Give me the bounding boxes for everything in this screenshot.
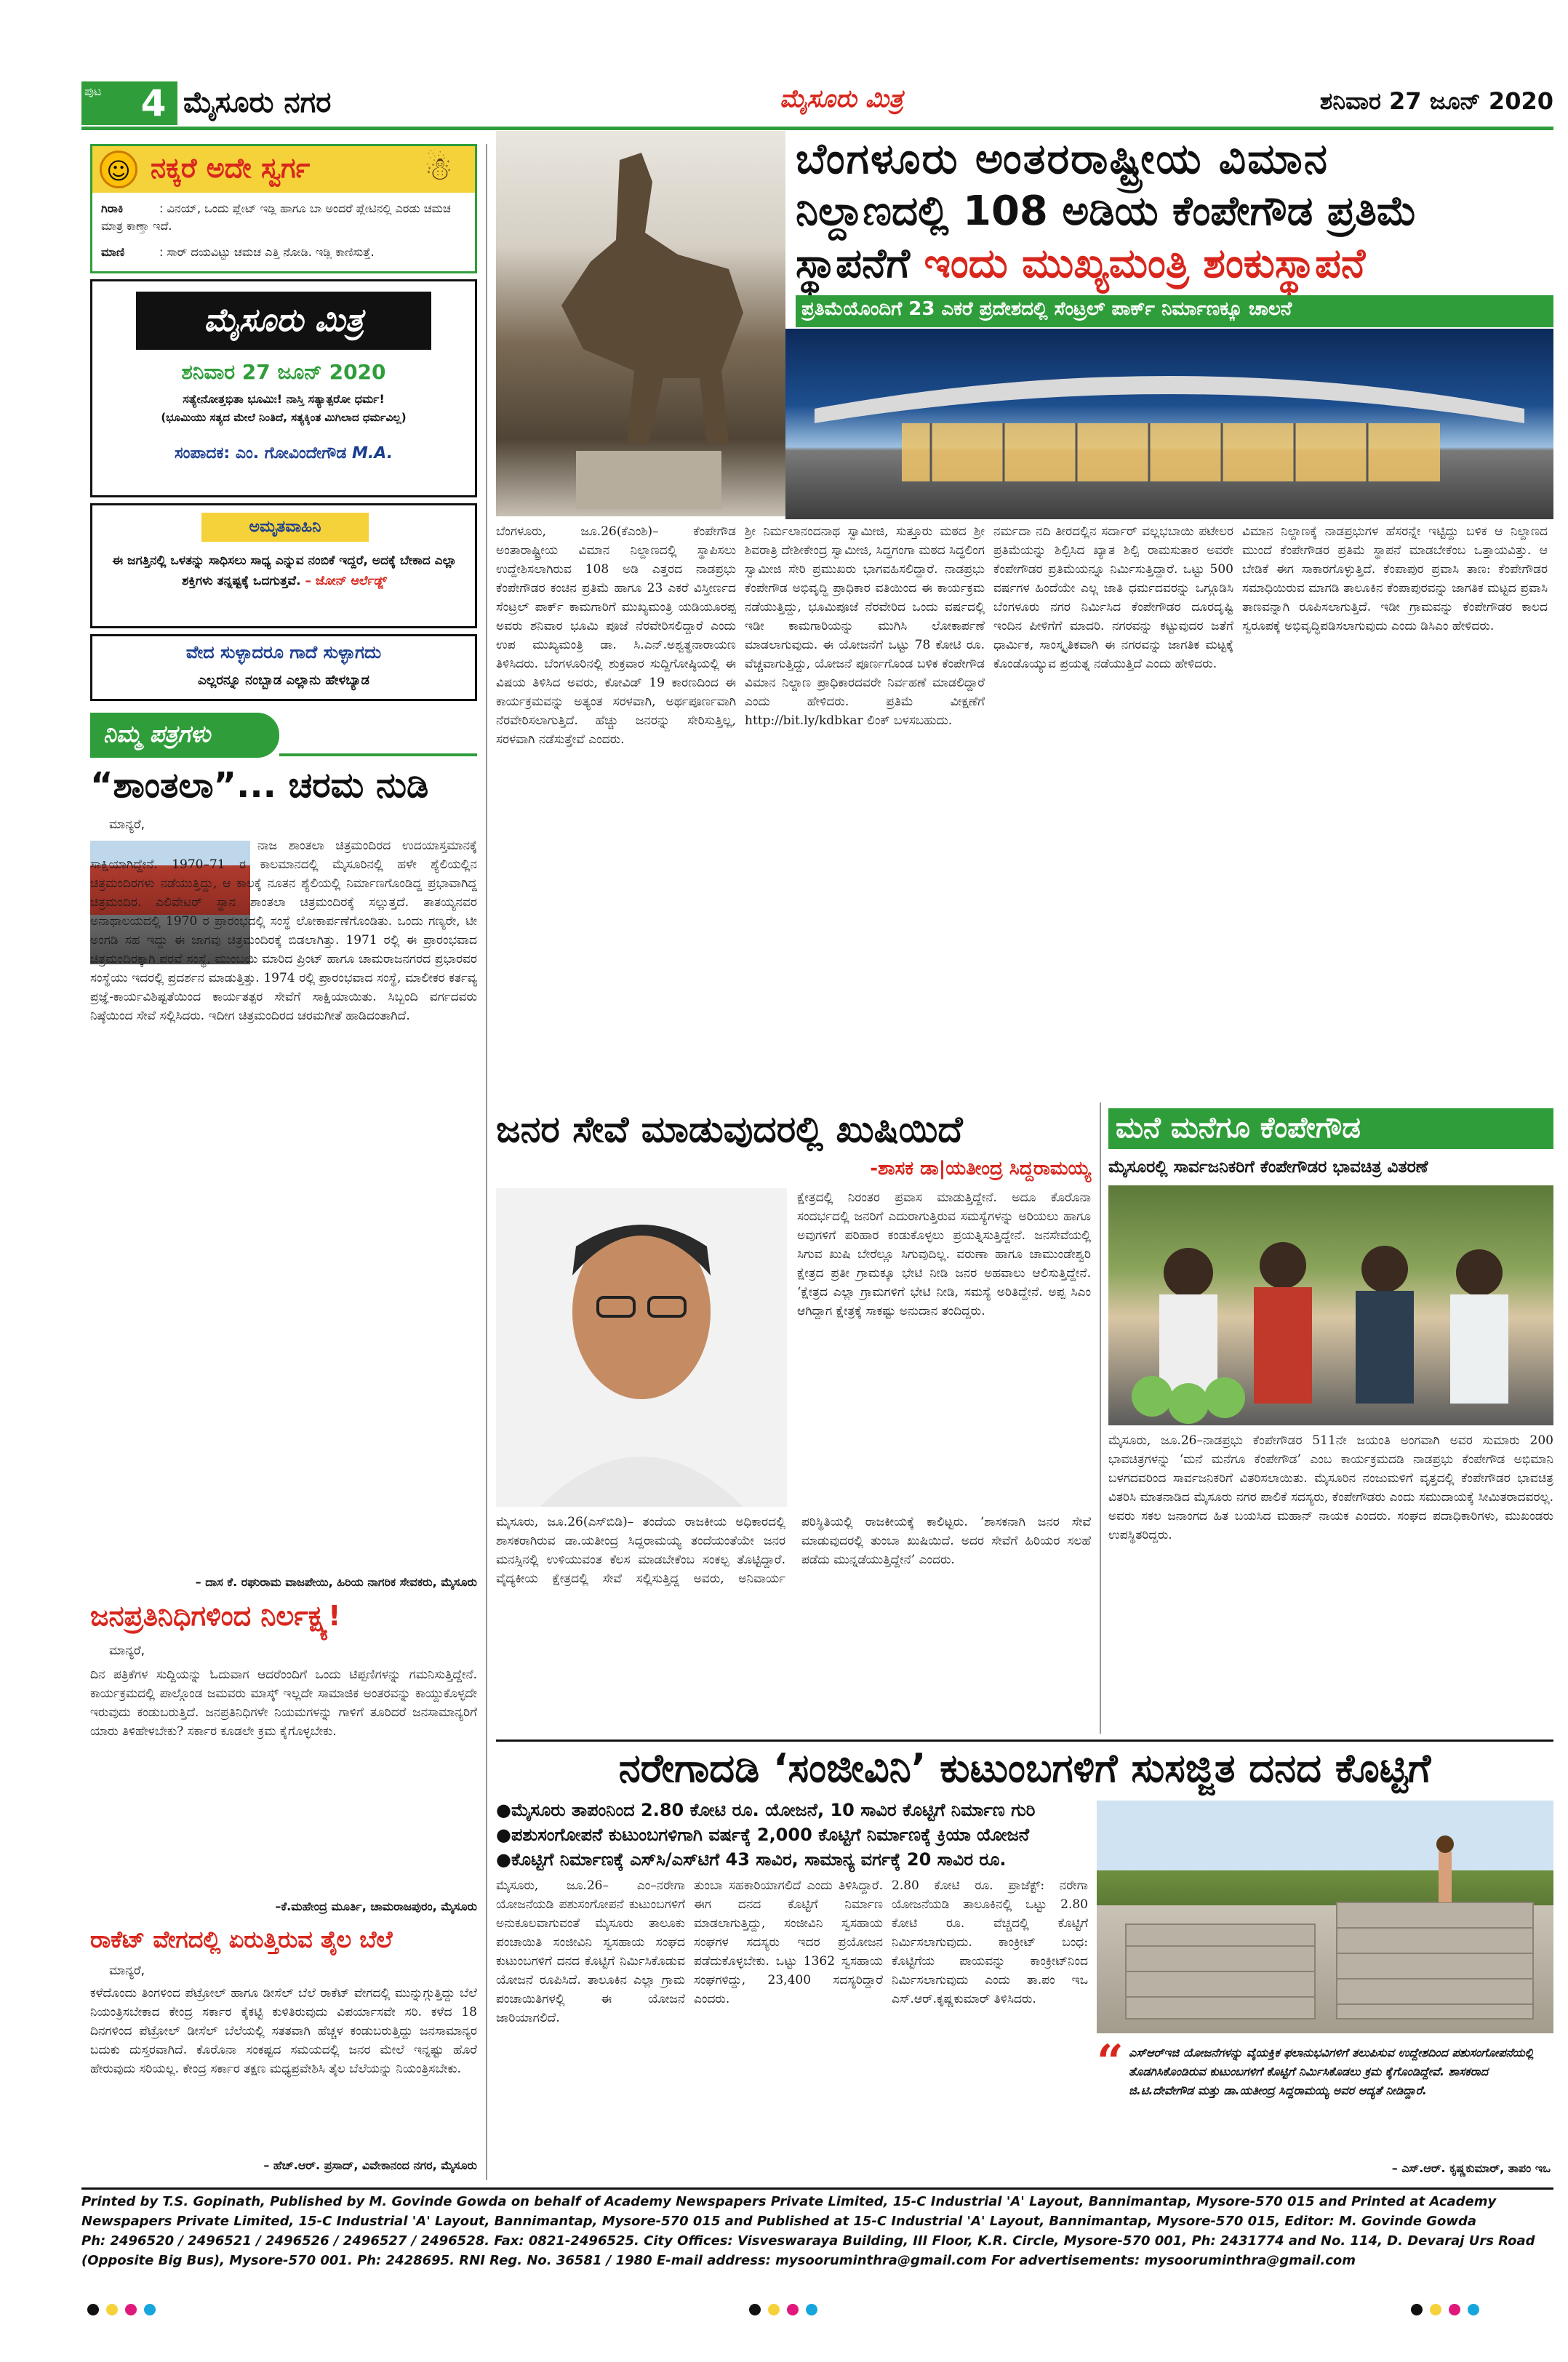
mane-subhead: ಮೈಸೂರಲ್ಲಿ ಸಾರ್ವಜನಿಕರಿಗೆ ಕೆಂಪೇಗೌಡರ ಭಾವಚಿತ್ರ ವಿತರಣೆ [1108,1158,1428,1177]
narega-top-rule [496,1740,1553,1742]
brick-wall-shapes [1097,1801,1553,2033]
joke-line-1 [101,200,471,235]
letter-1-body: ನಾಜ ಶಾಂತಲಾ ಚಿತ್ರಮಂದಿರದ ಉದಯಾಸ್ತಮಾನಕ್ಕೆ ಸಾಕ್ಷಿಯಾಗಿದ್ದೇನೆ. 1970–71 ರ ಕಾಲಮಾನದಲ್ಲಿ ಮೈಸೂರಿನಲ್ಲಿ ಹಳೇ ಶ್ಯೆಲಿಯಲ್ಲಿನ ಚಿತ್ರಮಂದಿರಗಳು ನಡೆಯುತ್ತಿದ್ದು, ಆ ಕಾಲಕ್ಕೆ ನೂತನ ಶ್ಯೆಲಿಯಲ್ಲಿ ನಿರ್ಮಾಣಗೊಂಡಿದ್ದ ಪ್ರಭಾವಾಗಿದ್ದ ಚಿತ್ರಮಂದಿರ. ಎಲಿವೇಟರ್ ಸ್ಥಾನ ಶಾಂತಲಾ ಚಿತ್ರಮಂದಿರಕ್ಕೆ ಸಲ್ಲುತ್ತದೆ. ತಾತಯ್ಯನವರ ಅನಾಥಾಲಯದಲ್ಲಿ 1970 ರ ಪ್ರಾರಂಭದಲ್ಲಿ ಸಂಸ್ಥೆ ಲೋಕಾರ್ಪಣೆಗೊಂಡಿತು. ಒಂದು ಗಣ್ಯರೇ, ಟೀ ಅಂಗಡಿ ಸಹ ಇದ್ದು ಈ ಜಾಗವು ಚಿತ್ರಮಂದಿರಕ್ಕೆ ಬಿಡಲಾಗಿತ್ತು. 1971 ರಲ್ಲಿ ಈ ಪ್ರಾರಂಭವಾದ ಚಿತ್ರಮಂದಿರಕ್ಕಾಗಿ ಪರವೆ ಸಂಸ್ಥೆ, ಮುಂಬಯಿ ಮಾರಿದ ಪ್ರಿಂಟ್ ಹಾಗೂ ಚಾಮರಾಜನಗರದ ಪ್ರಭಾರವರ ಸಂಸ್ಥೆಯು ಇದರಲ್ಲಿ ಪ್ರದರ್ಶನ ಮಾಡುತ್ತಿತ್ತು. 1974 ರಲ್ಲಿ ಪ್ರಾರಂಭವಾದ ಸಂಸ್ಥೆ, ಮಾಲೀಕರ ಕರ್ತವ್ಯ ಪ್ರಜ್ಞೆ-ಕಾರ್ಯವಿಶಿಷ್ಟತೆಯಿಂದ ಕಾರ್ಯತತ್ಪರ ಸೇವೆಗೆ ಸಾಕ್ಷಿಯಾಯಿತು. ಸಿಬ್ಬಂದಿ ವರ್ಗದವರು ನಿಷ್ಠೆಯಿಂದ ಸೇವೆ ಸಲ್ಲಿಸಿದರು. ಇದೀಗ ಚಿತ್ರಮಂದಿರದ ಚರಮಗೀತೆ ಹಾಡಿದಂತಾಗಿದೆ. [90,838,477,1023]
page-label: ಪುಟ [84,84,102,98]
letters-section-rule [279,753,477,756]
registration-dot-yellow [1430,2304,1441,2315]
imprint-line-4: (Opposite Big Bus), Mysore-570 001. Ph: 2428695. RNI Reg. No. 36581 / 1980 E-mail address: mysooruminthra@gmail.com For advertisements: mysooruminthra@gmail.com [81,2253,1356,2268]
letter-1-signature: – ದಾಸ ಕೆ. ರಘುರಾಮ ವಾಜಪೇಯಿ, ಹಿರಿಯ ನಾಗರಿಕ ಸೇವಕರು, ಮೈಸೂರು [195,1575,477,1589]
amrutha-author: – ಜೋನ್ ಆರ್ಲೆಡ್ಜ್ [305,574,387,588]
letter-3-title: ರಾಕೆಟ್ ವೇಗದಲ್ಲಿ ಏರುತ್ತಿರುವ ತೈಲ ಬೆಲೆ [90,1926,393,1953]
portrait-distribution-photo [1108,1185,1553,1425]
section-title: ಮೈಸೂರು ನಗರ [183,86,332,119]
cartoon-figure-icon: ☃ [424,151,453,188]
letter-3-signature: – ಹೆಚ್.ಆರ್. ಪ್ರಸಾದ್, ವಿವೇಕಾನಂದ ನಗರ, ಮೈಸೂರು [263,2158,477,2172]
letter-2-title: ಜನಪ್ರತಿನಿಧಿಗಳಿಂದ ನಿರ್ಲಕ್ಷ್ಯ! [90,1600,341,1632]
sidhu-body-top: ಕ್ಷೇತ್ರದಲ್ಲಿ ನಿರಂತರ ಪ್ರವಾಸ ಮಾಡುತ್ತಿದ್ದೇನೆ. ಅದೂ ಕೊರೊನಾ ಸಂದರ್ಭದಲ್ಲಿ ಜನರಿಗೆ ಎದುರಾಗುತ್ತಿರುವ ಸಮಸ್ಯೆಗಳನ್ನು ಅರಿಯಲು ಹಾಗೂ ಅವುಗಳಿಗೆ ಪರಿಹಾರ ಕಂಡುಕೊಳ್ಳಲು ಪ್ರಯತ್ನಿಸುತ್ತಿದ್ದೇನೆ. ಜನಸೇವೆಯಲ್ಲಿ ಸಿಗುವ ಖುಷಿ ಬೇರೆಲ್ಲೂ ಸಿಗುವುದಿಲ್ಲ. ವರುಣಾ ಹಾಗೂ ಚಾಮುಂಡೇಶ್ವರಿ ಕ್ಷೇತ್ರದ ಪ್ರತೀ ಗ್ರಾಮಕ್ಕೂ ಭೇಟಿ ನೀಡಿ ಜನರ ಅಹವಾಲು ಆಲಿಸುತ್ತಿದ್ದೇನೆ. ‘ಕ್ಷೇತ್ರದ ಎಲ್ಲಾ ಗ್ರಾಮಗಳಿಗೆ ಭೇಟಿ ನೀಡಿ, ಸಮಸ್ಯೆ ಅರಿತಿದ್ದೇನೆ. ಅಪ್ಪ ಸಿಎಂ ಆಗಿದ್ದಾಗ ಕ್ಷೇತ್ರಕ್ಕೆ ಸಾಕಷ್ಟು ಅನುದಾನ ತಂದಿದ್ದರು. [797,1190,1091,1318]
joke-text-2: : ಸಾರ್ ದಯವಿಟ್ಟು ಚಮಚ ಎತ್ತಿ ನೋಡಿ. ಇಡ್ಲಿ ಕಾಣಿಸುತ್ತೆ. [159,245,375,259]
imprint-line-3: Ph: 2496520 / 2496521 / 2496526 / 2496527 / 2496528. Fax: 0821-2496525. City Offices: Visveswaraya Building, III Floor, K.R. Circle, Mysore-570 001, Ph: 2431774 and No. 114, D. Devaraj Urs Road [81,2233,1535,2249]
letter-3-body: ಕಳೆದೊಂದು ತಿಂಗಳಿಂದ ಪೆಟ್ರೋಲ್ ಹಾಗೂ ಡೀಸೆಲ್ ಬೆಲೆ ರಾಕೆಟ್ ವೇಗದಲ್ಲಿ ಮುನ್ನುಗ್ಗುತ್ತಿದ್ದು ಬೆಲೆ ನಿಯಂತ್ರಿಸಬೇಕಾದ ಕೇಂದ್ರ ಸರ್ಕಾರ ಕೈಕಟ್ಟಿ ಕುಳಿತಿರುವುದು ವಿಪರ್ಯಾಸವೇ ಸರಿ. ಕಳೆದ 18 ದಿನಗಳಿಂದ ಪೆಟ್ರೋಲ್ ಡೀಸೆಲ್ ಬೆಲೆಯಲ್ಲಿ ಸತತವಾಗಿ ಹೆಚ್ಚಳ ಕಂಡುಬರುತ್ತಿದ್ದು ಜನಸಾಮಾನ್ಯರ ಬದುಕು ದುಸ್ತರವಾಗಿದೆ. ಕೊರೊನಾ ಸಂಕಷ್ಟದ ಸಮಯದಲ್ಲಿ ಜನರ ಮೇಲೆ ಇನ್ನಷ್ಟು ಹೊರೆ ಹೇರುವುದು ಸರಿಯಲ್ಲ. ಕೇಂದ್ರ ಸರ್ಕಾರ ತಕ್ಷಣ ಮಧ್ಯಪ್ರವೇಶಿಸಿ ತೈಲ ಬೆಲೆಯನ್ನು ನಿಯಂತ್ರಿಸಬೇಕು. [90,1986,477,2076]
joke-title: ನಕ್ಕರೆ ಅದೇ ಸ್ವರ್ಗ [151,152,311,184]
narega-headline: ನರೇಗಾದಡಿ ‘ಸಂಜೀವಿನಿ’ ಕುಟುಂಬಗಳಿಗೆ ಸುಸಜ್ಜಿತ ದನದ ಕೊಟ್ಟಿಗೆ [618,1745,1431,1791]
joke-speaker-2: ಮಾಣಿ [101,245,125,259]
paper-name-logo: ಮೈಸೂರು ಮಿತ್ರ [780,84,903,113]
letter-2-signature: –ಕೆ.ಮಹೇಂದ್ರ ಮೂರ್ತಿ, ಚಾಮರಾಜಪುರಂ, ಮೈಸೂರು [275,1899,477,1913]
editorial-motto-1: ಸತ್ಯೇನೋತ್ತಭಿತಾ ಭೂಮಿಃ! ನಾಸ್ತಿ ಸತ್ಯಾತ್ಪರೋ ಧರ್ಮ! [183,392,385,406]
registration-dot-yellow [106,2304,118,2315]
page-number: 4 [129,81,177,125]
editorial-motto-2: (ಭೂಮಿಯು ಸತ್ಯದ ಮೇಲೆ ನಿಂತಿದೆ, ಸತ್ಯಕ್ಕಿಂತ ಮಿಗಿಲಾದ ಧರ್ಮವಿಲ್ಲ) [161,411,407,424]
narega-bullet-3: ●ಕೊಟ್ಟಿಗೆ ನಿರ್ಮಾಣಕ್ಕೆ ಎಸ್‌ಸಿ/ಎಸ್‌ಟಿಗೆ 43 ಸಾವಿರ, ಸಾಮಾನ್ಯ ವರ್ಗಕ್ಕೆ 20 ಸಾವಿರ ರೂ. [496,1849,1007,1870]
registration-dot-yellow [768,2304,780,2315]
editorial-date: ಶನಿವಾರ 27 ಜೂನ್ 2020 [181,360,386,384]
masthead [81,81,1553,125]
registration-dot-cyan [144,2304,156,2315]
imprint-line-2: Newspapers Private Limited, 15-C Industrial 'A' Layout, Bannimantap, Mysore-570 015 and Published at 15-C Industrial 'A' Layout, Bannimantap, Mysore-570 015, Editor: M. Govinde Gowda [81,2214,1477,2229]
imprint-line-1: Printed by T.S. Gopinath, Published by M. Govinde Gowda on behalf of Academy Newspapers Private Limited, 15-C Industrial 'A' Layout, Bannimantap, Mysore-570 015 and Printed at Academy [81,2194,1497,2209]
sidhu-byline: -ಶಾಸಕ ಡಾ|ಯತೀಂದ್ರ ಸಿದ್ದರಾಮಯ್ಯ [870,1158,1091,1180]
editorial-logo: ಮೈಸೂರು ಮಿತ್ರ [136,292,431,350]
registration-dot-cyan [806,2304,817,2315]
page-label-box [81,81,129,125]
amrutha-quote: ಈ ಜಗತ್ತಿನಲ್ಲಿ ಒಳತನ್ನು ಸಾಧಿಸಲು ಸಾಧ್ಯ ಎನ್ನುವ ನಂಬಿಕೆ ಇದ್ದರೆ, ಅದಕ್ಕೆ ಬೇಕಾದ ಎಲ್ಲಾ ಶಕ್ತಿಗಳು ತನ್ನಷ್ಟಕ್ಕೆ ಒದಗುತ್ತವೆ. [112,553,457,588]
letter-1-salutation: ಮಾನ್ಯರೆ, [109,817,145,832]
registration-dots-left [87,2304,160,2318]
statue-silhouette [496,131,785,516]
editorial-box [90,279,477,497]
amrutha-title: ಅಮೃತವಾಹಿನಿ [201,513,369,542]
lead-strap-bar [796,295,1553,327]
footer-rule [81,2187,1553,2190]
joke-box [90,144,477,273]
registration-dot-cyan [1468,2304,1479,2315]
veda-text: ಎಲ್ಲರನ್ನೂ ನಂಬ್ಬಾಡ ಎಲ್ಲಾನು ಹೇಳಬ್ಯಾಡ [198,673,369,688]
editor-label: ಸಂಪಾದಕ: [174,444,231,463]
joke-line-2 [101,244,471,261]
narega-quote-box [1097,2035,1553,2182]
lead-column-3: ನರ್ಮದಾ ನದಿ ತೀರದಲ್ಲಿನ ಸರ್ದಾರ್ ವಲ್ಲಭಬಾಯಿ ಪಟೇಲರ ಪ್ರತಿಮೆಯನ್ನು ಶಿಲ್ಪಿಸಿದ ಖ್ಯಾತ ಶಿಲ್ಪಿ ರಾಮಸುತಾರ ಅವರೇ ಕೆಂಪೇಗೌಡರ ಪ್ರತಿಮೆಯನ್ನೂ ನಿರ್ಮಿಸುತ್ತಿದ್ದಾರೆ. ಒಟ್ಟು 500 ವರ್ಷಗಳ ಹಿಂದೆಯೇ ಎಲ್ಲ ಜಾತಿ ಧರ್ಮದವರನ್ನು ಒಗ್ಗೂಡಿಸಿ ಬೆಂಗಳೂರು ನಗರ ನಿರ್ಮಿಸಿದ ಕೆಂಪೇಗೌಡರ ದೂರದೃಷ್ಟಿ ಇಂದಿನ ಪೀಳಿಗೆಗೆ ಮಾದರಿ. ನಗರವನ್ನು ಕಟ್ಟುವುದರ ಜತೆಗೆ ಧಾರ್ಮಿಕ, ಸಾಂಸ್ಕೃತಿಕವಾಗಿ ಈ ನಗರವನ್ನು ಜಾಗತಿಕ ಮಟ್ಟಕ್ಕೆ ಕೊಂಡೊಯ್ಯುವ ಪ್ರಯತ್ನ ನಡೆಯುತ್ತಿದೆ ಎಂದು ಹೇಳಿದರು. [993,524,1233,671]
lead-column-2: ಶ್ರೀ ನಿರ್ಮಲಾನಂದನಾಥ ಸ್ವಾಮೀಜಿ, ಸುತ್ತೂರು ಮಠದ ಶ್ರೀ ಶಿವರಾತ್ರಿ ದೇಶೀಕೇಂದ್ರ ಸ್ವಾಮೀಜಿ, ಸಿದ್ಧಗಂಗಾ ಮಠದ ಸಿದ್ಧಲಿಂಗ ಸ್ವಾಮೀಜಿ ಸೇರಿ ಪ್ರಮುಖರು ಭಾಗವಹಿಸಲಿದ್ದಾರೆ. ನಾಡಪ್ರಭು ಕೆಂಪೇಗೌಡ ಅಭಿವೃದ್ಧಿ ಪ್ರಾಧಿಕಾರ ವತಿಯಿಂದ ಈ ಕಾರ್ಯಕ್ರಮ ನಡೆಯುತ್ತಿದ್ದು, ಭೂಮಿಪೂಜೆ ನೆರವೇರಿದ ಒಂದು ವರ್ಷದಲ್ಲಿ ಇಡೀ ಕಾಮಗಾರಿಯನ್ನು ಮುಗಿಸಿ ಲೋಕಾರ್ಪಣೆ ಮಾಡಲಾಗುವುದು. ಈ ಯೋಜನೆಗೆ ಒಟ್ಟು 78 ಕೋಟಿ ರೂ. ವೆಚ್ಚವಾಗುತ್ತಿದ್ದು, ಯೋಜನೆ ಪೂರ್ಣಗೊಂಡ ಬಳಿಕ ಕೆಂಪೇಗೌಡ ವಿಮಾನ ನಿಲ್ದಾಣ ಪ್ರಾಧಿಕಾರದವರೇ ನಿರ್ವಹಣೆ ಮಾಡಲಿದ್ದಾರೆ ಎಂದು ಹೇಳಿದರು. ಪ್ರತಿಮೆ ವೀಕ್ಷಣೆಗೆ http://bit.ly/kdbkar ಲಿಂಕ್ ಬಳಸಬಹುದು. [745,524,985,728]
crowd-shapes [1108,1185,1553,1425]
registration-dot-magenta [787,2304,799,2315]
narega-quote-author: – ಎಸ್.ಆರ್. ಕೃಷ್ಣಕುಮಾರ್, ತಾಪಂ ಇಒ [1391,2161,1551,2175]
letters-section-banner [90,713,279,758]
lead-headline-3 [796,240,1553,288]
narega-bullet-1: ●ಮೈಸೂರು ತಾಪಂನಿಂದ 2.80 ಕೋಟಿ ರೂ. ಯೋಜನೆ, 10 ಸಾವಿರ ಕೊಟ್ಟಿಗೆ ನಿರ್ಮಾಣ ಗುರಿ [496,1800,1036,1820]
editor-name: ಎಂ. ಗೋವಿಂದೇಗೌಡ [235,444,347,463]
lead-headline-3b: ಇಂದು ಮುಖ್ಯಮಂತ್ರಿ ಶಂಕುಸ್ಥಾಪನೆ [924,240,1366,287]
joke-speaker-1: ಗಿರಾಕಿ [101,201,124,215]
veda-box [90,634,477,701]
cattle-shed-photo [1097,1801,1553,2033]
imprint-footer [81,2192,1553,2270]
registration-dots-right [1411,2304,1484,2318]
registration-dot-black [1411,2304,1423,2315]
sidhu-headline: ಜನರ ಸೇವೆ ಮಾಡುವುದರಲ್ಲಿ ಖುಷಿಯಿದೆ [496,1108,963,1150]
lead-column-4: ವಿಮಾನ ನಿಲ್ದಾಣಕ್ಕೆ ನಾಡಪ್ರಭುಗಳ ಹೆಸರನ್ನೇ ಇಟ್ಟಿದ್ದು ಬಳಿಕ ಆ ನಿಲ್ದಾಣದ ಮುಂದೆ ಕೆಂಪೇಗೌಡರ ಪ್ರತಿಮೆ ಸ್ಥಾಪನೆ ಮಾಡಬೇಕೆಂಬ ಒತ್ತಾಯವಿತ್ತು. ಆ ಬೇಡಿಕೆ ಈಗ ಸಾಕಾರಗೊಳ್ಳುತ್ತಿದೆ. ಕೆಂಪಾಪುರ ಪ್ರವಾಸಿ ತಾಣ: ಕೆಂಪೇಗೌಡರ ಸಮಾಧಿಯಿರುವ ಮಾಗಡಿ ತಾಲೂಕಿನ ಕೆಂಪಾಪುರವನ್ನು ಜಾಗತಿಕ ಮಟ್ಟದ ಪ್ರವಾಸಿ ತಾಣವನ್ನಾಗಿ ರೂಪಿಸಲಾಗುತ್ತಿದೆ. ಇಡೀ ಗ್ರಾಮವನ್ನು ಕೆಂಪೇಗೌಡರ ಕಾಲದ ಸ್ವರೂಪಕ್ಕೆ ಅಭಿವೃದ್ಧಿಪಡಿಸಲಾಗುವುದು ಎಂದು ಡಿಸಿಎಂ ಹೇಳಿದರು. [1242,524,1548,633]
registration-dots-center [749,2304,822,2318]
yathindra-portrait-photo [496,1188,787,1507]
masthead-divider [81,127,1553,130]
amrutha-box [90,503,477,628]
letter-3-salutation: ಮಾನ್ಯರೆ, [109,1963,145,1978]
lead-headline-2: ನಿಲ್ದಾಣದಲ್ಲಿ 108 ಅಡಿಯ ಕೆಂಪೇಗೌಡ ಪ್ರತಿಮೆ [796,188,1417,235]
lead-headline-3a: ಸ್ಥಾಪನೆಗೆ [796,240,910,287]
editor-degree: M.A. [352,444,393,463]
registration-dot-magenta [125,2304,137,2315]
registration-dot-black [749,2304,761,2315]
mane-headline-bar [1108,1108,1553,1149]
mane-headline: ಮನೆ ಮನೆಗೂ ಕೆಂಪೇಗೌಡ [1116,1111,1361,1145]
letters-section-title: ನಿಮ್ಮ ಪತ್ರಗಳು [103,720,211,748]
joke-title-bar [92,146,475,193]
narega-bullets [496,1798,1092,1872]
mid-vertical-divider [1100,1102,1101,1734]
quote-mark-icon: “ [1097,2035,1124,2089]
narega-column-3: 2.80 ಕೋಟಿ ರೂ. ಪ್ರಾಜೆಕ್ಟ್: ನರೇಗಾ ಯೋಜನೆಯಡಿ ತಾಲೂಕಿನಲ್ಲಿ ಒಟ್ಟು 2.80 ಕೋಟಿ ರೂ. ವೆಚ್ಚದಲ್ಲಿ ಕೊಟ್ಟಿಗೆ ನಿರ್ಮಿಸಲಾಗುವುದು. ಕಾಂಕ್ರೀಟ್ ಬಂಧ: ಕೊಟ್ಟಿಗೆಯ ಪಾಯವನ್ನು ಕಾಂಕ್ರೀಟ್‌ನಿಂದ ನಿರ್ಮಿಸಲಾಗುವುದು ಎಂದು ತಾ.ಪಂ ಇಒ ಎಸ್.ಆರ್.ಕೃಷ್ಣಕುಮಾರ್ ತಿಳಿಸಿದರು. [892,1878,1088,2006]
narega-column-1: ಮೈಸೂರು, ಜೂ.26– ಎಂ–ನರೇಗಾ ಯೋಜನೆಯಡಿ ಪಶುಸಂಗೋಪನೆ ಕುಟುಂಬಗಳಿಗೆ ಅನುಕೂಲವಾಗುವಂತೆ ಮೈಸೂರು ತಾಲೂಕು ಪಂಚಾಯಿತಿ ಸಂಜೀವಿನಿ ಸ್ವಸಹಾಯ ಸಂಘದ ಕುಟುಂಬಗಳಿಗೆ ದನದ ಕೊಟ್ಟಿಗೆ ನಿರ್ಮಿಸಿಕೊಡುವ ಯೋಜನೆ ರೂಪಿಸಿದೆ. ತಾಲೂಕಿನ ಎಲ್ಲಾ ಗ್ರಾಮ ಪಂಚಾಯಿತಿಗಳಲ್ಲಿ ಈ ಯೋಜನೆ ಜಾರಿಯಾಗಲಿದೆ. [496,1878,685,2025]
left-column-divider [486,144,487,2180]
laughing-face-icon: ☺ [100,151,137,188]
kempegowda-statue-photo [496,131,785,516]
amrutha-text [103,551,466,591]
narega-bullet-2: ●ಪಶುಸಂಗೋಪನೆ ಕುಟುಂಬಗಳಿಗಾಗಿ ವರ್ಷಕ್ಕೆ 2,000 ಕೊಟ್ಟಿಗೆ ನಿರ್ಮಾಣಕ್ಕೆ ಕ್ರಿಯಾ ಯೋಜನೆ [496,1825,1030,1845]
letter-2-salutation: ಮಾನ್ಯರೆ, [109,1644,145,1658]
narega-column-2: ತುಂಬಾ ಸಹಕಾರಿಯಾಗಲಿದೆ ಎಂದು ತಿಳಿಸಿದ್ದಾರೆ. ಈಗ ದನದ ಕೊಟ್ಟಿಗೆ ನಿರ್ಮಾಣ ಮಾಡಲಾಗುತ್ತಿದ್ದು, ಸಂಜೀವಿನಿ ಸ್ವಸಹಾಯ ಸಂಘಗಳ ಸದಸ್ಯರು ಇದರ ಪ್ರಯೋಜನ ಪಡೆದುಕೊಳ್ಳಬೇಕು. ಒಟ್ಟು 1362 ಸ್ವಸಹಾಯ ಸಂಘಗಳಿದ್ದು, 23,400 ಸದಸ್ಯರಿದ್ದಾರೆ ಎಂದರು. [694,1878,883,2006]
veda-title: ವೇದ ಸುಳ್ಳಾದರೂ ಗಾದೆ ಸುಳ್ಳಾಗದು [185,642,382,662]
registration-dot-magenta [1449,2304,1460,2315]
airport-roof-shape [785,329,1553,519]
portrait-figure [496,1188,787,1507]
narega-quote: ಎಸ್‌ಆರ್‌ಇಜಿ ಯೋಜನೆಗಳನ್ನು ವೈಯಕ್ತಿಕ ಫಲಾನುಭವಿಗಳಿಗೆ ತಲುಪಿಸುವ ಉದ್ದೇಶದಿಂದ ಪಶುಸಂಗೋಪನೆಯಲ್ಲಿ ತೊಡಗಿಸಿಕೊಂಡಿರುವ ಕುಟುಂಬಗಳಿಗೆ ಕೊಟ್ಟಿಗೆ ನಿರ್ಮಿಸಿಕೊಡಲು ಕ್ರಮ ಕೈಗೊಂಡಿದ್ದೇವೆ. ಶಾಸಕರಾದ ಜಿ.ಟಿ.ದೇವೇಗೌಡ ಮತ್ತು ಡಾ.ಯತೀಂದ್ರ ಸಿದ್ದರಾಮಯ್ಯ ಅವರ ಆದ್ಯತೆ ನೀಡಿದ್ದಾರೆ. [1129,2046,1534,2097]
joke-text-1: : ವಿನಯ್, ಒಂದು ಪ್ಲೇಟ್ ಇಡ್ಲಿ ಹಾಗೂ ಬಾ ಅಂದರೆ ಪ್ಲೇಟಿನಲ್ಲಿ ಎರಡು ಚಮಚ ಮಾತ್ರ ಕಾಣ್ತಾ ಇದೆ. [101,201,451,233]
lead-strap: ಪ್ರತಿಮೆಯೊಂದಿಗೆ 23 ಎಕರೆ ಪ್ರದೇಶದಲ್ಲಿ ಸೆಂಟ್ರಲ್ ಪಾರ್ಕ್ ನಿರ್ಮಾಣಕ್ಕೂ ಚಾಲನೆ [801,298,1292,320]
registration-dot-black [87,2304,99,2315]
sidhu-body-bottom: ಮೈಸೂರು, ಜೂ.26(ಎಸ್‌ಬಿಡಿ)– ತಂದೆಯ ರಾಜಕೀಯ ಅಧಿಕಾರದಲ್ಲಿ ಶಾಸಕರಾಗಿರುವ ಡಾ.ಯತೀಂದ್ರ ಸಿದ್ದರಾಮಯ್ಯ ತಂದೆಯಂತೆಯೇ ಜನರ ಮನಸ್ಸಿನಲ್ಲಿ ಉಳಿಯುವಂತ ಕೆಲಸ ಮಾಡಬೇಕೆಂಬ ಸಂಕಲ್ಪ ತೊಟ್ಟಿದ್ದಾರೆ. ವೈದ್ಯಕೀಯ ಕ್ಷೇತ್ರದಲ್ಲಿ ಸೇವೆ ಸಲ್ಲಿಸುತ್ತಿದ್ದ ಅವರು, ಅನಿವಾರ್ಯ ಪರಿಸ್ಥಿತಿಯಲ್ಲಿ ರಾಜಕೀಯಕ್ಕೆ ಕಾಲಿಟ್ಟರು. ‘ಶಾಸಕನಾಗಿ ಜನರ ಸೇವೆ ಮಾಡುವುದರಲ್ಲಿ ತುಂಬಾ ಖುಷಿಯಿದೆ. ಅದರ ಸೇವೆಗೆ ಹಿರಿಯರ ಸಲಹೆ ಪಡೆದು ಮುನ್ನಡೆಯುತ್ತಿದ್ದೇನೆ’ ಎಂದರು. [496,1515,1091,1586]
mane-body: ಮೈಸೂರು, ಜೂ.26–ನಾಡಪ್ರಭು ಕೆಂಪೇಗೌಡರ 511ನೇ ಜಯಂತಿ ಅಂಗವಾಗಿ ಅವರ ಸುಮಾರು 200 ಭಾವಚಿತ್ರಗಳನ್ನು ‘ಮನೆ ಮನೆಗೂ ಕೆಂಪೇಗೌಡ’ ಎಂಬ ಕಾರ್ಯಕ್ರಮದಡಿ ನಾಡಪ್ರಭು ಕೆಂಪೇಗೌಡ ಅಭಿಮಾನಿ ಬಳಗದವರಿಂದ ಸಾರ್ವಜನಿಕರಿಗೆ ವಿತರಿಸಲಾಯಿತು. ಮೈಸೂರಿನ ನಂಜುಮಳಿಗೆ ವೃತ್ತದಲ್ಲಿ ಕೆಂಪೇಗೌಡರ ಭಾವಚಿತ್ರ ವಿತರಿಸಿ ಮಾತನಾಡಿದ ಮೈಸೂರು ನಗರ ಪಾಲಿಕೆ ಸದಸ್ಯರು, ಕೆಂಪೇಗೌಡರು ಎಂದು ಸಮುದಾಯಕ್ಕೆ ಸೀಮಿತರಾದವರಲ್ಲ. ಅವರು ಸಕಲ ಜನಾಂಗದ ಹಿತ ಬಯಸಿದ ಮಹಾನ್ ನಾಯಕ ಎಂದರು. ಸಂಘದ ಪದಾಧಿಕಾರಿಗಳು, ಮುಖಂಡರು ಉಪಸ್ಥಿತರಿದ್ದರು. [1108,1433,1553,1542]
editor-line [92,444,475,463]
lead-column-1: ಬೆಂಗಳೂರು, ಜೂ.26(ಕೆಎಂಶಿ)– ಕೆಂಪೇಗೌಡ ಅಂತಾರಾಷ್ಟ್ರೀಯ ವಿಮಾನ ನಿಲ್ದಾಣದಲ್ಲಿ ಸ್ಥಾಪಿಸಲು ಉದ್ದೇಶಿಸಲಾಗಿರುವ 108 ಅಡಿ ಎತ್ತರದ ನಾಡಪ್ರಭು ಕೆಂಪೇಗೌಡರ ಕಂಚಿನ ಪ್ರತಿಮೆ ಹಾಗೂ 23 ಎಕರೆ ವಿಸ್ತೀರ್ಣದ ಸೆಂಟ್ರಲ್ ಪಾರ್ಕ್ ಕಾಮಗಾರಿಗೆ ಮುಖ್ಯಮಂತ್ರಿ ಯಡಿಯೂರಪ್ಪ ಅವರು ಶನಿವಾರ ಭೂಮಿ ಪೂಜೆ ನೆರವೇರಿಸಲಿದ್ದಾರೆ ಎಂದು ಉಪ ಮುಖ್ಯಮಂತ್ರಿ ಡಾ. ಸಿ.ಎನ್.ಅಶ್ವತ್ಥನಾರಾಯಣ ತಿಳಿಸಿದರು. ಬೆಂಗಳೂರಿನಲ್ಲಿ ಶುಕ್ರವಾರ ಸುದ್ದಿಗೋಷ್ಠಿಯಲ್ಲಿ ಈ ವಿಷಯ ತಿಳಿಸಿದ ಅವರು, ಕೋವಿಡ್ 19 ಕಾರಣದಿಂದ ಈ ಕಾರ್ಯಕ್ರಮವನ್ನು ಅತ್ಯಂತ ಸರಳವಾಗಿ, ಅರ್ಥಪೂರ್ಣವಾಗಿ ನೆರವೇರಿಸಲಾಗುತ್ತಿದೆ. ಹೆಚ್ಚು ಜನರನ್ನು ಸೇರಿಸುತ್ತಿಲ್ಲ, ಸರಳವಾಗಿ ನಡೆಸುತ್ತೇವೆ ಎಂದರು. [496,524,736,747]
letter-1-title: “ಶಾಂತಲಾ”... ಚರಮ ನುಡಿ [90,765,429,806]
airport-terminal-photo [785,329,1553,519]
letter-2-body: ದಿನ ಪತ್ರಿಕೆಗಳ ಸುದ್ದಿಯನ್ನು ಓದುವಾಗ ಆದರೆಂಂದಿಗೆ ಒಂದು ಟಿಪ್ಪಣಿಗಳನ್ನು ಗಮನಿಸುತ್ತಿದ್ದೇನೆ. ಕಾರ್ಯಕ್ರಮದಲ್ಲಿ ಪಾಲ್ಗೊಂಡ ಜಮವರು ಮಾಸ್ಕ್ ಇಲ್ಲದೇ ಸಾಮಾಜಿಕ ಅಂತರವನ್ನು ಕಾಯ್ದುಕೊಳ್ಳದೇ ಇರುವುದು ಕಂಡುಬರುತ್ತಿದೆ. ಜನಪ್ರತಿನಿಧಿಗಳೇ ನಿಯಮಗಳನ್ನು ಗಾಳಿಗೆ ತೂರಿದರೆ ಜನಸಾಮಾನ್ಯರಿಗೆ ಯಾರು ತಿಳಿಹೇಳಬೇಕು? ಸರ್ಕಾರ ಕೂಡಲೇ ಕ್ರಮ ಕೈಗೊಳ್ಳಬೇಕು. [90,1668,477,1739]
lead-headline-1: ಬೆಂಗಳೂರು ಅಂತರರಾಷ್ಟ್ರೀಯ ವಿಮಾನ [796,134,1329,183]
issue-date: ಶನಿವಾರ 27 ಜೂನ್ 2020 [1319,87,1553,115]
